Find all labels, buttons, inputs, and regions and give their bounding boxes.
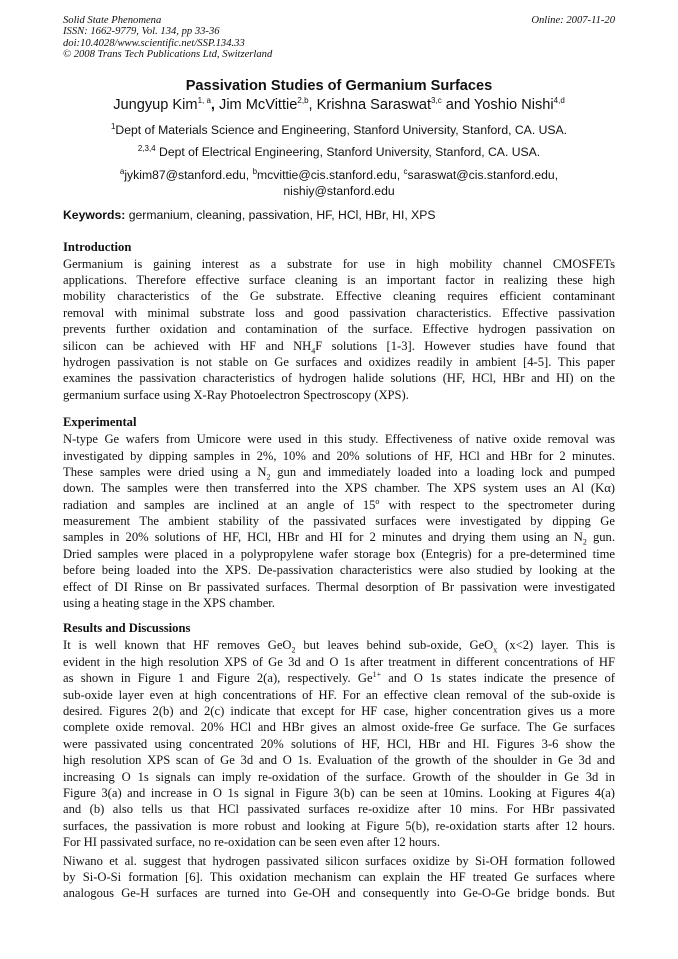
paragraph-results-2 bbox=[63, 853, 615, 902]
text-fragment: samples in 20% solutions of HF, HCl, HBr and HI for 2 minutes and drying them using an N bbox=[63, 530, 583, 545]
text-line: surfaces, the passivation is more robust and looking at Figure 5(b), re-oxidation starts after 12 hours. bbox=[63, 818, 615, 833]
section-heading-introduction: Introduction bbox=[63, 239, 132, 254]
affiliation-superscript: 1 bbox=[110, 121, 116, 131]
text-line: sub-oxide layer even at high concentrations of HF. For an effective clean removal of the sub-oxide is bbox=[63, 687, 615, 702]
text-line bbox=[63, 637, 615, 653]
author-separator: and bbox=[441, 96, 474, 113]
keywords-label: Keywords: bbox=[63, 207, 126, 222]
text-line bbox=[63, 529, 615, 545]
paragraph-results bbox=[63, 637, 615, 850]
text-line: analogous Ge-H surfaces are turned into Ge-OH and consequently into Ge-O-Ge bridge bonds. But bbox=[63, 886, 615, 901]
subscript: 4 bbox=[311, 346, 316, 356]
text-line bbox=[63, 670, 615, 686]
text-line: measurement The ambient stability of the passivated surfaces were investigated by dipping Ge bbox=[63, 514, 615, 529]
text-line: down. The samples were then transferred into the XPS chamber. The XPS system uses an Al (Kα) bbox=[63, 481, 615, 496]
text-fragment: F solutions [1-3]. However studies have found that bbox=[315, 338, 615, 353]
author-superscript: 3,c bbox=[431, 95, 442, 105]
text-line bbox=[63, 338, 615, 354]
email-superscript: b bbox=[252, 166, 258, 176]
online-date: Online: 2007-11-20 bbox=[531, 15, 615, 26]
text-line: mobility characteristics of the Ge substrate. Effective cleaning requires efficient contaminant bbox=[63, 289, 615, 304]
text-line: high resolution XPS scan of Ge 3d and O 1s. Evaluation of the growth of the shoulder in Ge 3d and bbox=[63, 753, 615, 768]
subscript: 2 bbox=[266, 472, 271, 482]
email-link[interactable]: nishiy@stanford.edu bbox=[283, 183, 395, 198]
email-link[interactable]: saraswat@cis.stanford.edu, bbox=[407, 167, 559, 182]
text-fragment: radiation and samples are inclined at an angle of 15 bbox=[63, 497, 376, 512]
text-line bbox=[63, 464, 615, 480]
email-list bbox=[63, 167, 615, 199]
email-superscript: c bbox=[403, 166, 408, 176]
text-fragment: gun. bbox=[586, 530, 615, 545]
email-link[interactable]: mcvittie@cis.stanford.edu, bbox=[257, 167, 404, 182]
email-link[interactable]: jykim87@stanford.edu, bbox=[124, 167, 253, 182]
author-name: Jungyup Kim bbox=[113, 96, 198, 113]
affiliation-text: Dept of Electrical Engineering, Stanford University, Stanford, CA. USA. bbox=[155, 144, 541, 159]
author-name: Krishna Saraswat bbox=[316, 96, 432, 113]
text-line: by Si-O-Si formation [6]. This oxidation mechanism can explain the HF treated Ge surfaces where bbox=[63, 869, 615, 884]
text-fragment: gun and immediately loaded into a loading lock and pumped bbox=[270, 464, 615, 479]
paragraph-introduction bbox=[63, 256, 615, 404]
text-line: increasing O 1s signals can imply re-oxidation of the surface. Growth of the shoulder in Ge 3d in bbox=[63, 769, 615, 784]
text-line: and (b) also tells us that HCl passivated surfaces re-oxidize after 10 mins. For HBr passivated bbox=[63, 802, 615, 817]
text-fragment: but leaves behind sub-oxide, GeO bbox=[295, 638, 494, 653]
text-line: Figure 3(a) and increase in O 1s signal in Figure 3(b) can be seen at 10mins. Looking at Figures 4(a) bbox=[63, 785, 615, 800]
affiliation-superscript: 2,3,4 bbox=[137, 143, 156, 153]
email-superscript: a bbox=[119, 166, 125, 176]
running-header bbox=[63, 15, 615, 61]
affiliation-1 bbox=[63, 123, 615, 138]
paper-title: Passivation Studies of Germanium Surfaces bbox=[185, 77, 493, 94]
author-superscript: 1, a bbox=[197, 95, 211, 105]
text-line: evident in the high resolution XPS of Ge 3d and O 1s after treatment in different concentrations of HF bbox=[63, 654, 615, 669]
text-fragment: as shown in Figure 1 and Figure 2(a), respectively. Ge bbox=[63, 671, 373, 686]
subscript: 2 bbox=[582, 538, 587, 547]
affiliation-text: Dept of Materials Science and Engineering, Stanford University, Stanford, CA. USA. bbox=[115, 122, 568, 137]
author-superscript: 2,b bbox=[297, 95, 309, 105]
subscript: 2 bbox=[291, 645, 296, 655]
section-heading-experimental: Experimental bbox=[63, 415, 137, 430]
text-line: were passivated using concentrated 20% solutions of HF, HCl, HBr and HI. Figures 3-6 show the bbox=[63, 736, 615, 751]
paragraph-experimental bbox=[63, 431, 615, 611]
text-line: hydrogen passivation is not stable on Ge surfaces and oxidizes readily in ambient [4-5]. This paper bbox=[63, 354, 615, 369]
text-line: prevents further oxidation and contamination of the surface. Effective hydrogen passivation on bbox=[63, 322, 615, 337]
text-line: investigated by dipping samples in 2%, 10% and 20% solutions of HF, HCl and HBr for 2 minutes. bbox=[63, 448, 615, 463]
text-line: complete oxide removal. 20% HCl and HBr gives an almost oxide-free Ge surface. The Ge surfaces bbox=[63, 720, 615, 735]
subscript: x bbox=[493, 645, 498, 655]
journal-name: Solid State Phenomena bbox=[63, 15, 162, 26]
text-fragment: It is well known that HF removes GeO bbox=[63, 638, 292, 653]
text-line: desired. Figures 2(b) and 2(c) indicate that except for HF case, higher concentration gives us a more bbox=[63, 704, 615, 718]
text-line: germanium surface using X-Ray Photoelectron Spectroscopy (XPS). bbox=[63, 387, 409, 402]
text-line: examines the passivation characteristics of hydrogen halide solutions (HF, HCl, HBr and HI) on the bbox=[63, 371, 615, 386]
text-fragment: silicon can be achieved with HF and NH bbox=[63, 338, 312, 353]
section-heading-results: Results and Discussions bbox=[63, 621, 191, 636]
text-line bbox=[63, 497, 615, 513]
author-name: Jim McVittie bbox=[219, 96, 298, 113]
text-line: N-type Ge wafers from Umicore were used in this study. Effectiveness of native oxide removal was bbox=[63, 432, 615, 447]
author-superscript: 4,d bbox=[553, 95, 565, 105]
copyright: © 2008 Trans Tech Publications Ltd, Switzerland bbox=[63, 49, 273, 61]
text-line: effect of DI Rinse on Br passivated surfaces. Thermal desorption of Br passivation were investigated bbox=[63, 579, 615, 594]
issn: ISSN: 1662-9779, Vol. 134, pp 33-36 bbox=[63, 26, 220, 38]
keywords bbox=[63, 208, 615, 222]
text-line: using a heating stage in the XPS chamber. bbox=[63, 596, 275, 611]
affiliation-2 bbox=[63, 145, 615, 160]
superscript: 1+ bbox=[372, 670, 382, 680]
superscript: o bbox=[375, 496, 380, 506]
text-line: For HI passivated surface, no re-oxidation can be seen even after 12 hours. bbox=[63, 835, 440, 850]
keywords-text: germanium, cleaning, passivation, HF, HCl, HBr, HI, XPS bbox=[125, 207, 436, 222]
author-list bbox=[63, 97, 615, 113]
text-fragment: with respect to the spectrometer during bbox=[379, 497, 615, 512]
text-line: Dried samples were placed in a polypropylene wafer storage box (Entegris) for a pre-determined time bbox=[63, 546, 615, 561]
text-line: applications. Therefore effective surface cleaning is an important factor in realizing these high bbox=[63, 273, 615, 288]
text-line: before being loaded into the XPS. De-passivation characteristics were also studied by looking at the bbox=[63, 563, 615, 578]
text-line: Germanium is gaining interest as a substrate for use in high mobility channel CMOSFETs bbox=[63, 256, 615, 271]
author-separator: , bbox=[210, 96, 220, 113]
author-name: Yoshio Nishi bbox=[473, 96, 554, 113]
text-line: removal with minimal substrate loss and good passivation characteristics. Effective passivation bbox=[63, 305, 615, 320]
author-separator: , bbox=[308, 96, 317, 113]
doi: doi:10.4028/www.scientific.net/SSP.134.33 bbox=[63, 37, 245, 49]
text-fragment: These samples were dried using a N bbox=[63, 464, 267, 479]
text-fragment: (x<2) layer. This is bbox=[497, 638, 615, 653]
page bbox=[63, 15, 615, 902]
text-line: Niwano et al. suggest that hydrogen passivated silicon surfaces oxidize by Si-OH formation followed bbox=[63, 853, 615, 868]
text-fragment: and O 1s states indicate the presence of bbox=[381, 671, 615, 686]
